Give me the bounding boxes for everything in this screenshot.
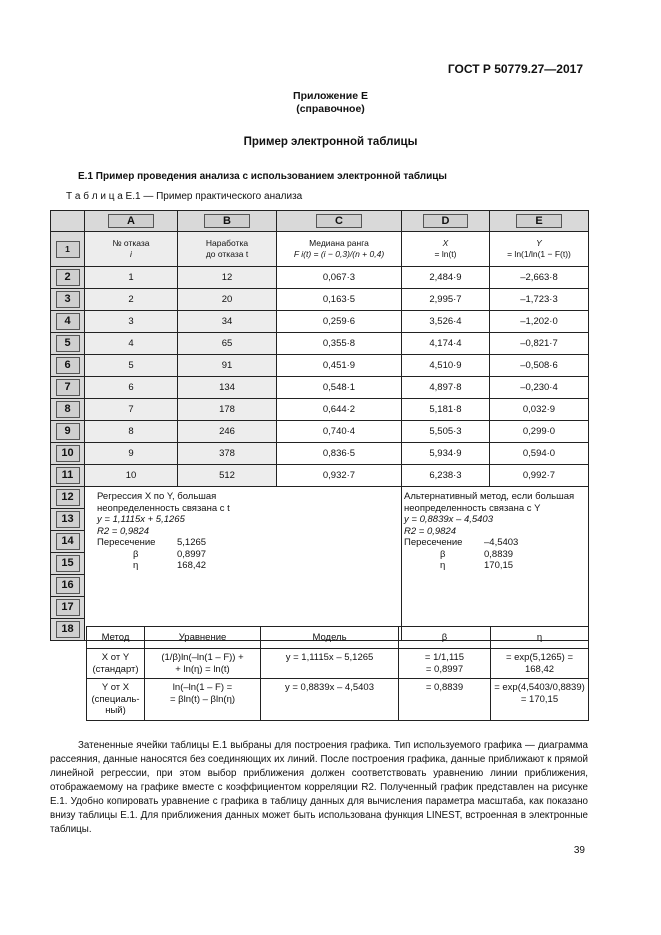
header-text: Медиана ранга — [309, 238, 369, 248]
cell-y-value: –2,663·8 — [490, 267, 589, 289]
row-number-label: 8 — [56, 401, 80, 418]
cell-time-to-failure: 178 — [178, 399, 277, 421]
table-row — [51, 267, 589, 289]
table-row — [51, 232, 589, 267]
method-name: Y от X — [101, 682, 130, 693]
cell-failure-number: 3 — [85, 311, 178, 333]
methods-header: Метод — [87, 627, 145, 649]
corner-cell — [51, 211, 85, 232]
method-cell — [87, 679, 145, 721]
cell-y-value: 0,594·0 — [490, 443, 589, 465]
row-number-label: 17 — [56, 599, 80, 616]
row-number-label: 10 — [56, 445, 80, 462]
appendix-note: (справочное) — [296, 103, 365, 115]
cell-y-value: –1,723·3 — [490, 289, 589, 311]
row-number — [51, 443, 85, 465]
row-number-label: 1 — [56, 241, 80, 258]
cell-failure-number: 10 — [85, 465, 178, 487]
eta-line: = 170,15 — [520, 693, 559, 705]
eta-line: = exp(5,1265) = 168,42 — [505, 652, 574, 675]
table-row — [51, 443, 589, 465]
cell-median-rank: 0,067·3 — [277, 267, 402, 289]
table-row — [51, 399, 589, 421]
page-number: 39 — [573, 845, 585, 856]
eta-row — [97, 560, 401, 572]
column-header-row — [51, 211, 589, 232]
model-cell: y = 0,8839x – 4,5403 — [261, 679, 399, 721]
cell-y-value: 0,032·9 — [490, 399, 589, 421]
eta-label: η — [133, 560, 139, 571]
cell-x-value: 3,526·4 — [402, 311, 490, 333]
intercept-row — [97, 537, 401, 549]
equation-cell — [145, 649, 261, 679]
method-name: X от Y — [101, 652, 130, 663]
column-label: E — [516, 214, 561, 228]
row-number-label: 11 — [56, 467, 80, 484]
row-number-label: 15 — [56, 555, 80, 572]
cell-x-value: 5,181·8 — [402, 399, 490, 421]
intercept-value: 5,1265 — [177, 537, 207, 548]
cell-y-value: –0,821·7 — [490, 333, 589, 355]
regression-equation: y = 1,1115x + 5,1265 — [97, 514, 185, 525]
eta-cell — [491, 649, 589, 679]
spreadsheet-table — [50, 210, 589, 641]
row-number — [51, 597, 85, 619]
beta-line: = 0,8997 — [425, 663, 464, 675]
cell-y-value: –0,230·4 — [490, 377, 589, 399]
cell-x-value: 2,995·7 — [402, 289, 490, 311]
cell-median-rank: 0,740·4 — [277, 421, 402, 443]
beta-cell — [399, 679, 491, 721]
cell-median-rank: 0,644·2 — [277, 399, 402, 421]
column-label: B — [204, 214, 250, 228]
row-number — [51, 531, 85, 553]
eta-row — [404, 560, 588, 572]
cell-time-to-failure: 134 — [178, 377, 277, 399]
cell-failure-number: 4 — [85, 333, 178, 355]
header-subtext: = ln(t) — [434, 249, 457, 259]
regression-text: Регрессия X по Y, большая — [97, 491, 217, 502]
row-number-label: 9 — [56, 423, 80, 440]
row-number — [51, 355, 85, 377]
cell-time-to-failure: 91 — [178, 355, 277, 377]
equation-line: ln(–ln(1 – F) = — [172, 682, 233, 693]
row-number-label: 2 — [56, 269, 80, 286]
regression-left-block — [85, 487, 402, 641]
row-number-label: 12 — [56, 489, 80, 506]
equation-line: (1/β)ln(–ln(1 – F)) + — [161, 652, 244, 663]
beta-row — [97, 549, 401, 561]
eta-value: 170,15 — [484, 560, 514, 571]
cell-y-value: –0,508·6 — [490, 355, 589, 377]
column-header — [178, 211, 277, 232]
eta-value: 168,42 — [177, 560, 207, 571]
column-header — [277, 211, 402, 232]
row-number — [51, 333, 85, 355]
table-row — [51, 465, 589, 487]
cell-x-value: 5,934·9 — [402, 443, 490, 465]
table-row — [51, 377, 589, 399]
column-label: C — [316, 214, 362, 228]
standard-number: ГОСТ Р 50779.27—2017 — [447, 62, 583, 76]
header-text: Y — [536, 238, 542, 248]
row-number — [51, 399, 85, 421]
equation-cell — [145, 679, 261, 721]
method-cell — [87, 649, 145, 679]
row-number-label: 14 — [56, 533, 80, 550]
appendix-heading — [0, 90, 661, 116]
cell-failure-number: 9 — [85, 443, 178, 465]
equation-line: + ln(η) = ln(t) — [175, 663, 230, 675]
cell-y-value: 0,992·7 — [490, 465, 589, 487]
row-number — [51, 421, 85, 443]
row-number-label: 4 — [56, 313, 80, 330]
regression-r2: R2 = 0,9824 — [97, 525, 150, 537]
table-caption: Т а б л и ц а Е.1 — Пример практического анализа — [66, 191, 303, 202]
table-row — [51, 289, 589, 311]
header-cell-d — [402, 232, 490, 267]
methods-header: β — [399, 627, 491, 649]
header-text: Наработка — [205, 238, 249, 248]
page-title: Пример электронной таблицы — [243, 136, 418, 148]
beta-label: β — [133, 548, 139, 560]
header-subtext: до отказа t — [205, 249, 249, 259]
header-subtext: F i(t) = (i − 0,3)/(n + 0,4) — [293, 249, 385, 259]
intercept-row — [404, 537, 588, 549]
methods-header: Уравнение — [145, 627, 261, 649]
cell-median-rank: 0,259·6 — [277, 311, 402, 333]
cell-median-rank: 0,836·5 — [277, 443, 402, 465]
regression-equation: y = 0,8839x – 4,5403 — [404, 514, 494, 525]
row-number-label: 7 — [56, 379, 80, 396]
cell-time-to-failure: 20 — [178, 289, 277, 311]
row-number — [51, 311, 85, 333]
row-number — [51, 487, 85, 509]
column-label: D — [423, 214, 469, 228]
cell-x-value: 4,897·8 — [402, 377, 490, 399]
eta-cell — [491, 679, 589, 721]
column-label: A — [108, 214, 154, 228]
cell-failure-number: 8 — [85, 421, 178, 443]
row-number — [51, 575, 85, 597]
method-type: ный) — [105, 705, 126, 716]
cell-median-rank: 0,932·7 — [277, 465, 402, 487]
regression-text: неопределенность связана с t — [97, 502, 230, 514]
cell-time-to-failure: 246 — [178, 421, 277, 443]
beta-value: 0,8839 — [484, 548, 514, 560]
cell-y-value: 0,299·0 — [490, 421, 589, 443]
beta-line: = 1/1,115 — [424, 652, 465, 663]
cell-median-rank: 0,548·1 — [277, 377, 402, 399]
row-number-label: 13 — [56, 511, 80, 528]
row-number — [51, 553, 85, 575]
methods-header: η — [491, 627, 589, 649]
beta-label: β — [440, 548, 446, 560]
row-number — [51, 509, 85, 531]
methods-header-row — [87, 627, 589, 649]
row-number — [51, 267, 85, 289]
cell-x-value: 4,510·9 — [402, 355, 490, 377]
row-number — [51, 377, 85, 399]
row-number-label: 16 — [56, 577, 80, 594]
row-number — [51, 232, 85, 267]
regression-text: неопределенность связана с Y — [404, 502, 541, 514]
row-number-label: 18 — [56, 621, 80, 638]
cell-x-value: 4,174·4 — [402, 333, 490, 355]
header-cell-a — [85, 232, 178, 267]
regression-r2: R2 = 0,9824 — [404, 525, 457, 537]
cell-x-value: 5,505·3 — [402, 421, 490, 443]
cell-median-rank: 0,451·9 — [277, 355, 402, 377]
row-number-label: 5 — [56, 335, 80, 352]
row-number — [51, 289, 85, 311]
cell-time-to-failure: 34 — [178, 311, 277, 333]
methods-header: Модель — [261, 627, 399, 649]
header-cell-e — [490, 232, 589, 267]
row-number — [51, 465, 85, 487]
header-text: № отказа — [112, 238, 150, 248]
eta-line: = exp(4,5403/0,8839) — [494, 682, 585, 693]
appendix-name: Приложение Е — [293, 90, 368, 102]
cell-x-value: 6,238·3 — [402, 465, 490, 487]
table-row — [51, 355, 589, 377]
header-cell-b — [178, 232, 277, 267]
intercept-value: –4,5403 — [484, 537, 519, 548]
methods-row — [87, 679, 589, 721]
cell-time-to-failure: 378 — [178, 443, 277, 465]
column-header — [85, 211, 178, 232]
header-text: X — [442, 238, 449, 248]
method-type: (стандарт) — [92, 663, 139, 675]
cell-y-value: –1,202·0 — [490, 311, 589, 333]
cell-failure-number: 7 — [85, 399, 178, 421]
cell-failure-number: 5 — [85, 355, 178, 377]
paragraph-text: Затененные ячейки таблицы Е.1 выбраны для построения графика. Тип используемого графика — диаграмма рассеяния, данные наносятся без соединяющих их линий. После построения графика, данные приближают к прямой линейной регрессии, при этом выбор приближения должен соответствовать уравнению линии приближения, отображаемому на графике вместе с коэффициентом корреляции R2. Полученный график представлен на рисунке Е.1. Удобно копировать уравнение с графика в таблицу данных для вычисления параметра масштаба, как показано внизу таблицы Е.1. Для приближения данных может быть использована функция LINEST, встроенная в электронные таблицы. — [50, 740, 588, 835]
table-row — [51, 421, 589, 443]
method-type: (специаль- — [91, 693, 140, 705]
intercept-label: Пересечение — [97, 537, 156, 548]
row-number-label: 6 — [56, 357, 80, 374]
beta-value: 0,8997 — [177, 548, 207, 560]
methods-table — [86, 626, 589, 721]
table-row — [51, 333, 589, 355]
row-number-label: 3 — [56, 291, 80, 308]
methods-row — [87, 649, 589, 679]
cell-time-to-failure: 65 — [178, 333, 277, 355]
cell-time-to-failure: 12 — [178, 267, 277, 289]
cell-median-rank: 0,355·8 — [277, 333, 402, 355]
cell-time-to-failure: 512 — [178, 465, 277, 487]
intercept-label: Пересечение — [404, 537, 463, 548]
header-subtext: i — [130, 249, 132, 259]
table-row — [51, 311, 589, 333]
regression-text: Альтернативный метод, если большая — [404, 491, 575, 502]
equation-line: = βln(t) – βln(η) — [169, 693, 236, 705]
eta-label: η — [440, 560, 446, 571]
header-cell-c — [277, 232, 402, 267]
regression-right-block — [402, 487, 589, 641]
beta-cell — [399, 649, 491, 679]
beta-row — [404, 549, 588, 561]
column-header — [490, 211, 589, 232]
cell-median-rank: 0,163·5 — [277, 289, 402, 311]
explanation-paragraph — [50, 739, 588, 837]
table-row — [51, 487, 589, 509]
header-subtext: = ln(1/ln(1 − F(t)) — [507, 249, 571, 259]
cell-failure-number: 1 — [85, 267, 178, 289]
beta-line: = 0,8839 — [425, 682, 464, 693]
cell-x-value: 2,484·9 — [402, 267, 490, 289]
cell-failure-number: 6 — [85, 377, 178, 399]
row-number — [51, 619, 85, 641]
cell-failure-number: 2 — [85, 289, 178, 311]
model-cell: y = 1,1115x – 5,1265 — [261, 649, 399, 679]
column-header — [402, 211, 490, 232]
section-heading: Е.1 Пример проведения анализа с использованием электронной таблицы — [78, 171, 447, 182]
